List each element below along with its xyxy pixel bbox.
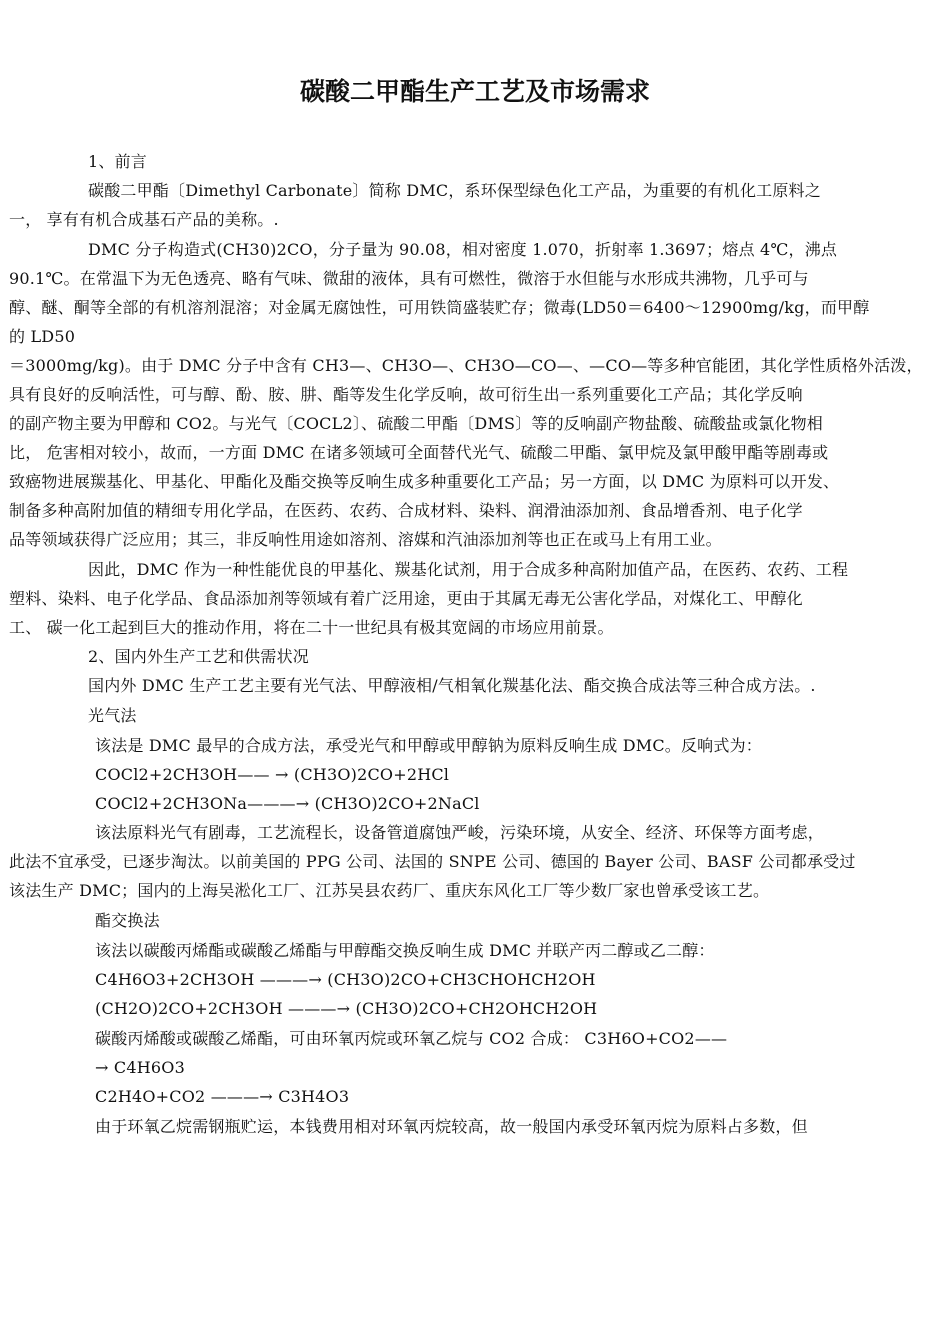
document-title: 碳酸二甲酯生产工艺及市场需求 [299, 77, 650, 106]
paragraph-line: 90.1℃。在常温下为无色透亮、略有气味、微甜的液体，具有可燃性，微溶于水但能与水形成共沸物，几乎可与 [9, 269, 809, 288]
reaction-equation: COCl2+2CH3ONa———→ (CH3O)2CO+2NaCl [95, 794, 480, 813]
subheading-transesterification: 酯交换法 [95, 911, 160, 930]
paragraph-line: 因此，DMC 作为一种性能优良的甲基化、羰基化试剂，用于合成多种高附加值产品，在医药、农药、工程 [88, 560, 849, 579]
paragraph-line: 国内外 DMC 生产工艺主要有光气法、甲醇液相/气相氧化羰基化法、酯交换合成法等三种合成方法。. [88, 676, 816, 695]
reaction-equation: COCl2+2CH3OH—— → (CH3O)2CO+2HCl [95, 765, 450, 784]
subheading-phosgene: 光气法 [88, 706, 137, 725]
paragraph-line: 碳酸丙烯酸或碳酸乙烯酯，可由环氧丙烷或环氧乙烷与 CO2 合成： C3H6O+CO2—— [95, 1029, 728, 1048]
paragraph-line: 比， 危害相对较小，故而，一方面 DMC 在诸多领域可全面替代光气、硫酸二甲酯、氯甲烷及氯甲酸甲酯等剧毒或 [9, 443, 829, 462]
reaction-equation: C4H6O3+2CH3OH ———→ (CH3O)2CO+CH3CHOHCH2OH [95, 970, 596, 989]
paragraph-line: 塑料、染料、电子化学品、食品添加剂等领域有着广泛用途，更由于其属无毒无公害化学品，对煤化工、甲醇化 [9, 589, 803, 608]
reaction-equation: C2H4O+CO2 ———→ C3H4O3 [95, 1087, 350, 1106]
paragraph-line: 的 LD50 [9, 327, 76, 346]
paragraph-line: 碳酸二甲酯〔Dimethyl Carbonate〕简称 DMC，系环保型绿色化工产品，为重要的有机化工原料之 [88, 181, 821, 200]
paragraph-line: 该法生产 DMC；国内的上海吴淞化工厂、江苏吴县农药厂、重庆东风化工厂等少数厂家也曾承受该工艺。 [9, 881, 770, 900]
paragraph-line: 工、 碳一化工起到巨大的推动作用，将在二十一世纪具有极其宽阔的市场应用前景。 [9, 618, 614, 637]
paragraph-line: 该法以碳酸丙烯酯或碳酸乙烯酯与甲醇酯交换反响生成 DMC 并联产丙二醇或乙二醇： [95, 941, 715, 960]
paragraph-line: 由于环氧乙烷需钢瓶贮运，本钱费用相对环氧丙烷较高，故一般国内承受环氧丙烷为原料占多数，但 [95, 1117, 808, 1136]
paragraph-line: 制备多种高附加值的精细专用化学品，在医药、农药、合成材料、染料、润滑油添加剂、食品增香剂、电子化学 [9, 501, 803, 520]
paragraph-line: 此法不宜承受，已逐步淘汰。以前美国的 PPG 公司、法国的 SNPE 公司、德国的 Bayer 公司、BASF 公司都承受过 [9, 852, 856, 871]
paragraph-line: 醇、醚、酮等全部的有机溶剂混溶；对金属无腐蚀性，可用铁筒盛装贮存；微毒(LD50＝6400～12900mg/kg，而甲醇 [9, 298, 870, 317]
paragraph-line: 品等领域获得广泛应用；其三，非反响性用途如溶剂、溶媒和汽油添加剂等也正在或马上有用工业。 [9, 530, 722, 549]
paragraph-line: 一， 享有有机合成基石产品的美称。. [9, 210, 279, 229]
paragraph-line: 该法是 DMC 最早的合成方法，承受光气和甲醇或甲醇钠为原料反响生成 DMC。反响式为： [95, 736, 762, 755]
paragraph-line: 该法原料光气有剧毒，工艺流程长，设备管道腐蚀严峻，污染环境，从安全、经济、环保等方面考虑， [95, 823, 825, 842]
paragraph-line: 致癌物进展羰基化、甲基化、甲酯化及酯交换等反响生成多种重要化工产品；另一方面，以 DMC 为原料可以开发、 [9, 472, 840, 491]
reaction-equation: (CH2O)2CO+2CH3OH ———→ (CH3O)2CO+CH2OHCH2OH [95, 999, 598, 1018]
section-heading-production: 2、国内外生产工艺和供需状况 [88, 647, 309, 666]
paragraph-line: 的副产物主要为甲醇和 CO2。与光气〔COCL2〕、硫酸二甲酯〔DMS〕等的反响副产物盐酸、硫酸盐或氯化物相 [9, 414, 824, 433]
paragraph-line: DMC 分子构造式(CH30)2CO，分子量为 90.08，相对密度 1.070，折射率 1.3697；熔点 4℃，沸点 [88, 240, 838, 259]
paragraph-line: 具有良好的反响活性，可与醇、酚、胺、肼、酯等发生化学反响，故可衍生出一系列重要化工产品；其化学反响 [9, 385, 803, 404]
section-heading-intro: 1、前言 [88, 152, 147, 171]
reaction-equation: → C4H6O3 [95, 1058, 185, 1077]
paragraph-line: ＝3000mg/kg)。由于 DMC 分子中含有 CH3—、CH3O—、CH3O—CO—、—CO—等多种官能团，其化学性质格外活泼， [9, 356, 923, 375]
